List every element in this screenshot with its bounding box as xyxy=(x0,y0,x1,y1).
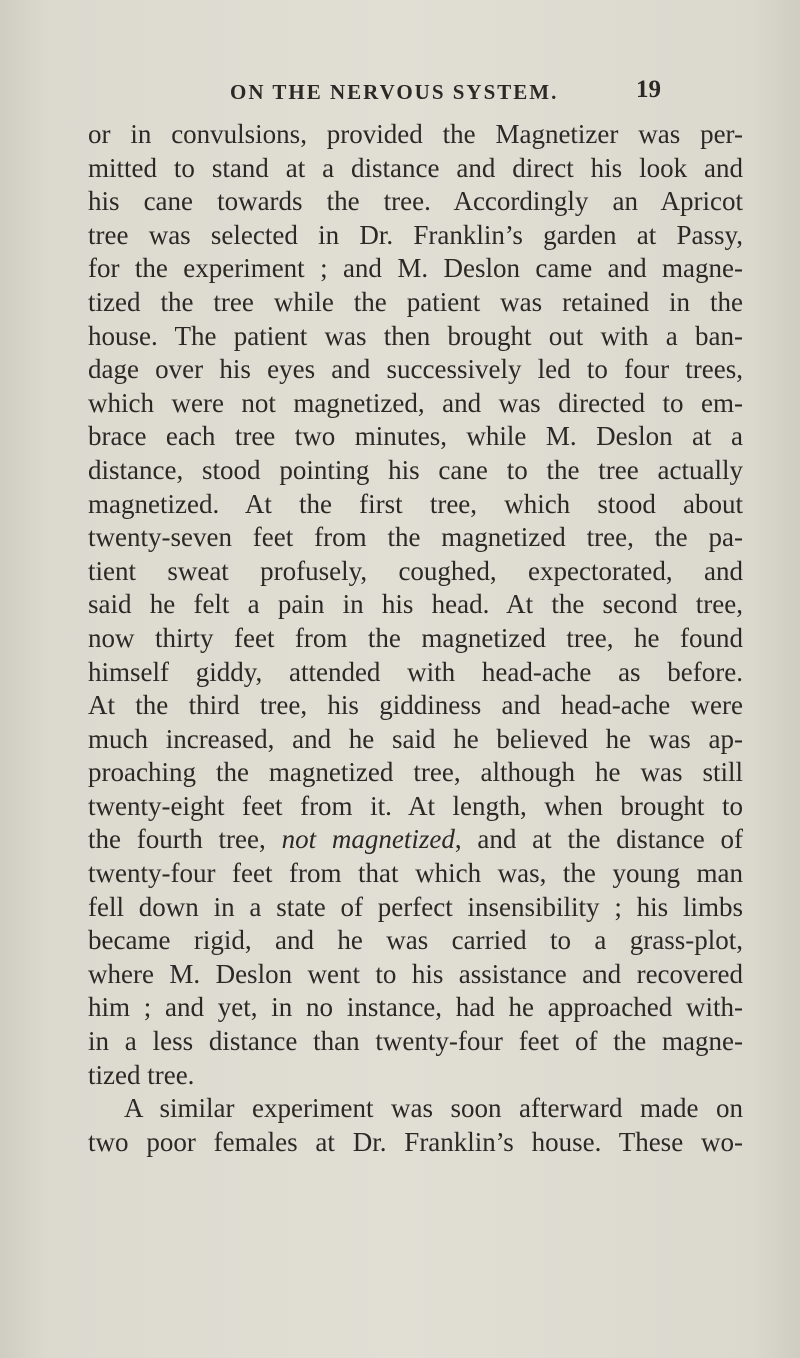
text-line: At the third tree, his giddiness and head-ache were xyxy=(88,690,743,721)
text-line: tized the tree while the patient was retained in the xyxy=(88,286,743,317)
text-line: himself giddy, attended with head-ache as before. xyxy=(88,656,743,687)
italic-phrase: not magnetized xyxy=(281,824,455,855)
text-line: which were not magnetized, and was directed to em- xyxy=(88,387,743,418)
text-line: where M. Deslon went to his assistance and recovered xyxy=(88,958,743,989)
text-line-paragraph-start: A similar experiment was soon afterward made on xyxy=(124,1093,743,1124)
text-line: proaching the magnetized tree, although he was still xyxy=(88,757,743,788)
text-line: said he felt a pain in his head. At the second tree, xyxy=(88,589,743,620)
text-line: now thirty feet from the magnetized tree, he found xyxy=(88,622,743,653)
text-line: distance, stood pointing his cane to the tree actually xyxy=(88,454,743,485)
text-line: in a less distance than twenty-four feet of the magne- xyxy=(88,1026,743,1057)
text-segment: the fourth tree, xyxy=(88,824,282,855)
text-line: twenty-four feet from that which was, the young man xyxy=(88,858,743,889)
text-line: for the experiment ; and M. Deslon came and magne- xyxy=(88,253,743,284)
page-number: 19 xyxy=(636,76,661,103)
text-line: his cane towards the tree. Accordingly an Apricot xyxy=(88,186,743,217)
text-line: became rigid, and he was carried to a grass-plot, xyxy=(88,925,743,956)
text-line: tient sweat profusely, coughed, expectorated, and xyxy=(88,555,743,586)
text-line: fell down in a state of perfect insensibility ; his limbs xyxy=(88,891,743,922)
text-line: mitted to stand at a distance and direct his look and xyxy=(88,152,743,183)
text-segment: , and at the distance of xyxy=(454,824,743,855)
text-line: magnetized. At the first tree, which stood about xyxy=(88,488,743,519)
text-line: two poor females at Dr. Franklin’s house. These wo- xyxy=(88,1126,743,1157)
text-line-paragraph-end: tized tree. xyxy=(88,1059,195,1090)
text-line: much increased, and he said he believed he was ap- xyxy=(88,723,743,754)
text-line-italic-phrase xyxy=(88,823,743,857)
text-line: tree was selected in Dr. Franklin’s garden at Passy, xyxy=(88,219,743,250)
text-line: brace each tree two minutes, while M. Deslon at a xyxy=(88,421,743,452)
running-head-title: ON THE NERVOUS SYSTEM. xyxy=(230,80,559,104)
text-line: or in convulsions, provided the Magnetizer was per- xyxy=(88,119,743,149)
text-line: twenty-eight feet from it. At length, when brought to xyxy=(88,790,743,821)
text-line: house. The patient was then brought out with a ban- xyxy=(88,320,743,351)
text-line: him ; and yet, in no instance, had he approached with- xyxy=(88,992,743,1023)
text-line: dage over his eyes and successively led to four trees, xyxy=(88,354,743,385)
body-text xyxy=(88,118,743,1159)
text-line: twenty-seven feet from the magnetized tree, the pa- xyxy=(88,522,743,553)
